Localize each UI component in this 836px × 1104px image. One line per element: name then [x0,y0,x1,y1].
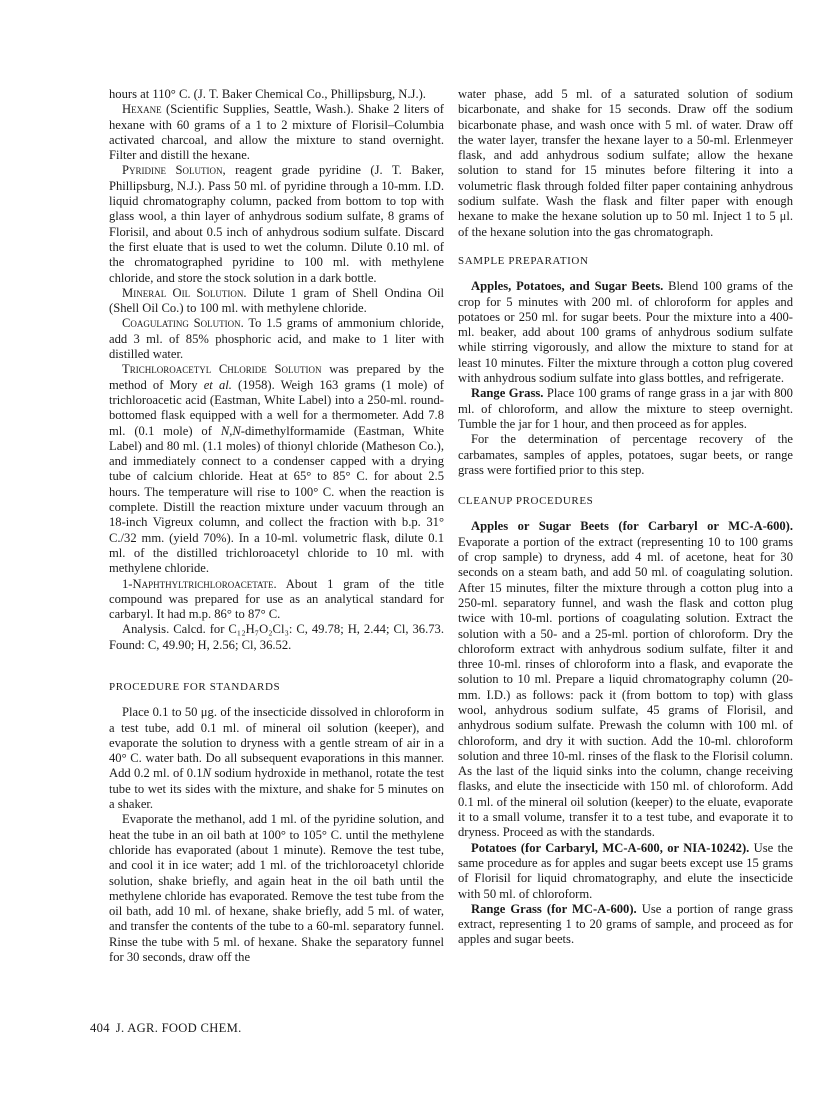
run-in-heading: Apples, Potatoes, and Sugar Beets. [471,279,664,294]
paragraph [458,902,793,948]
paragraph: water phase, add 5 ml. of a saturated solution of sodium bicarbonate, and shake for 15 seconds. Draw off the sodium bicarbonate phase, and wash once with 5 ml. of water. Draw off the water layer, transfer the hexane layer to a 50-ml. Erlenmeyer flask, and add anhydrous sodium sulfate; allow the hexane solution to stand for 15 minutes before filtering it into a volumetric flask through folded filter paper containing anhydrous sodium sulfate. Wash the flask and filter paper with enough hexane to make the hexane solution up to 50 ml. Inject 1 to 5 μl. of the hexane solution into the gas chromatograph. [458,87,793,239]
run-in-heading: Range Grass (for MC-A-600). [471,901,637,916]
paragraph-text: Use a portion of range grass extract, representing 1 to 20 grams of sample, and proceed as for apples and sugar beets. [458,901,793,947]
paragraph [458,386,793,432]
paragraph [109,163,444,285]
right-column [458,87,793,948]
paragraph [109,102,444,163]
paragraph-text: To 1.5 grams of ammonium chloride, add 3 ml. of 85% phosphoric acid, and make to 1 liter with distilled water. [109,316,444,362]
paragraph [458,279,793,386]
paragraph [109,705,444,812]
paragraph-text: reagent grade pyridine (J. T. Baker, Phillipsburg, N.J.). Pass 50 ml. of pyridine through a 10-mm. I.D. liquid chromatography column, packed from bottom to top with glass wool, a thin layer of anhydrous sodium sulfate, 8 grams of Florisil, and about 0.5 inch of anhydrous sodium sulfate. Discard the first eluate that is used to wet the column. Dilute 0.10 ml. of the chromatographed pyridine to 100 ml. with methylene chloride, and store the stock solution in a dark bottle. [109,163,444,285]
italic-text: N [202,766,211,781]
run-in-heading: Mineral Oil Solution. [122,285,247,300]
run-in-heading: 1-Naphthyltrichloroacetate. [122,576,277,591]
section-heading: SAMPLE PREPARATION [458,254,589,267]
paragraph-text: was prepared by the method of Mory [109,362,444,392]
journal-name: J. AGR. FOOD CHEM. [115,1021,242,1035]
page-footer [90,1021,242,1036]
paragraph-text: sodium hydroxide in methanol, rotate the test tube to wet its sides with the mixture, and shake for 5 minutes on a shaker. [109,766,444,812]
paragraph: hours at 110° C. (J. T. Baker Chemical Co., Phillipsburg, N.J.). [109,87,426,101]
paragraph-text: (1958). Weigh 163 grams (1 mole) of trichloroacetic acid (Eastman, White Label) into a 250-ml. round-bottomed flask equipped with a well for a thermometer. Add 7.8 ml. (0.1 mole) of [109,377,445,438]
paragraph [109,362,444,576]
run-in-heading: Coagulating Solution. [122,316,244,331]
run-in-heading: Apples or Sugar Beets (for Carbaryl or MC-A-600). [471,519,793,534]
section-heading: CLEANUP PROCEDURES [458,495,594,508]
paragraph-text: About 1 gram of the title compound was prepared for use as an analytical standard for carbaryl. It had m.p. 86° to 87° C. [109,576,444,622]
run-in-heading: Range Grass. [471,386,544,401]
run-in-heading: Potatoes (for Carbaryl, MC-A-600, or NIA-10242). [471,840,750,855]
paragraph-text: Blend 100 grams of the crop for 5 minutes with 200 ml. of chloroform for apples and potatoes or 250 ml. for sugar beets. Pour the mixture into a 400-ml. beaker, add about 100 grams of anhydrous sodium sulfate while stirring vigorously, and allow the mixture to stand for at least 10 minutes. Filter the mixture through a cotton plug covered with anhydrous sodium sulfate into glass bottles, and refrigerate. [458,279,793,386]
left-column [109,87,444,965]
run-in-heading: Pyridine Solution, [122,163,226,178]
section-heading: PROCEDURE FOR STANDARDS [109,680,281,693]
paragraph-text: -dimethylformamide (Eastman, White Label) and 80 ml. (1.1 moles) of thionyl chloride (Matheson Co.), and immediately connect to a condenser capped with a drying tube of calcium chloride. Heat at 65° to 85° C. for about 2.5 hours. The temperature will rise to 100° C. when the reaction is complete. Distill the reaction mixture under vacuum through an 18-inch Vigreux column, and collect the fraction with b.p. 31° C./32 mm. (yield 70%). In a 10-ml. volumetric flask, dilute 0.1 ml. of the distilled trichloroacetyl chloride to 10 ml. with methylene chloride. [109,423,445,576]
paragraph [109,286,444,317]
paragraph: For the determination of percentage recovery of the carbamates, samples of apples, potatoes, sugar beets, or range grass were fortified prior to this step. [458,432,793,477]
page-number: 404 [90,1021,110,1035]
paragraph [109,577,444,623]
paragraph: Evaporate the methanol, add 1 ml. of the pyridine solution, and heat the tube in an oil bath at 100° to 105° C. until the methylene chloride has evaporated (about 1 minute). Remove the test tube, and cool it in ice water; add 1 ml. of the trichloroacetyl chloride solution, shake briefly, and again heat in the oil bath until the methylene chloride has evaporated. Remove the test tube from the oil bath, add 10 ml. of hexane, shake briefly, add 5 ml. of water, and transfer the contents of the tube to a 60-ml. separatory funnel. Rinse the tube with 5 ml. of hexane. Shake the separatory funnel for 30 seconds, draw off the [109,812,444,965]
run-in-heading: Hexane [122,102,162,117]
paragraph-text: (Scientific Supplies, Seattle, Wash.). Shake 2 liters of hexane with 60 grams of a 1 to 2 mixture of Florisil–Columbia activated charcoal, and allow the mixture to stand overnight. Filter and distill the hexane. [109,102,444,163]
italic-text: et al. [203,377,232,392]
paragraph: Analysis. Calcd. for C₁₂H₇O₂Cl₃: C, 49.78; H, 2.44; Cl, 36.73. Found: C, 49.90; H, 2.56; Cl, 36.52. [109,622,444,652]
italic-text: N,N [220,423,241,438]
paragraph-text: Place 0.1 to 50 μg. of the insecticide dissolved in chloroform in a test tube, add 0.1 ml. of mineral oil solution (keeper), and evaporate the solution to dryness with a gentle stream of air in a 40° C. water bath. Do all subsequent evaporations in this manner. Add 0.2 ml. of 0.1 [109,705,444,781]
run-in-heading: Trichloroacetyl Chloride Solution [122,362,322,377]
paragraph [109,316,444,362]
paragraph-text: Use the same procedure as for apples and sugar beets except use 15 grams of Florisil for liquid chromatography, and elute the insecticide with 50 ml. of chloroform. [458,840,793,901]
paragraph-text: Evaporate a portion of the extract (representing 10 to 100 grams of crop sample) to dryness, add 4 ml. of acetone, heat for 30 seconds on a steam bath, and add 50 ml. of coagulating solution. After 15 minutes, filter the mixture through a cotton plug into a 250-ml. separatory funnel, and wash the flask and cotton plug twice with 10-ml. portions of coagulating solution. Extract the solution with a 50- and a 25-ml. portion of chloroform. Dry the chloroform extract with anhydrous sodium sulfate, filter it and three 10-ml. rinses of chloroform into a flask, and evaporate the solution to 10 ml. Prepare a liquid chromatography column (20-mm. I.D.) as follows: pack it (from bottom to top) with glass wool, anhydrous sodium sulfate, 45 grams of Florisil, and anhydrous sodium sulfate. Prewash the column with 100 ml. of chloroform, and dry it with suction. Add the 10-ml. chloroform solution and three 10-ml. rinses of the flask to the Florisil column. As the last of the liquid sinks into the column, change receiving flasks, and elute the insecticide with 150 ml. of chloroform. Add 0.1 ml. of the mineral oil solution (keeper) to the eluate, evaporate it to a small volume, transfer it to a test tube, and evaporate it to dryness. Proceed as with the standards. [458,534,793,840]
paragraph [458,519,793,840]
paragraph-text: Place 100 grams of range grass in a jar with 800 ml. of chloroform, and allow the mixture to steep overnight. Tumble the jar for 1 hour, and then proceed as for apples. [458,386,793,431]
paragraph [458,841,793,902]
paragraph-text: Dilute 1 gram of Shell Ondina Oil (Shell Oil Co.) to 100 ml. with methylene chloride. [109,285,444,316]
